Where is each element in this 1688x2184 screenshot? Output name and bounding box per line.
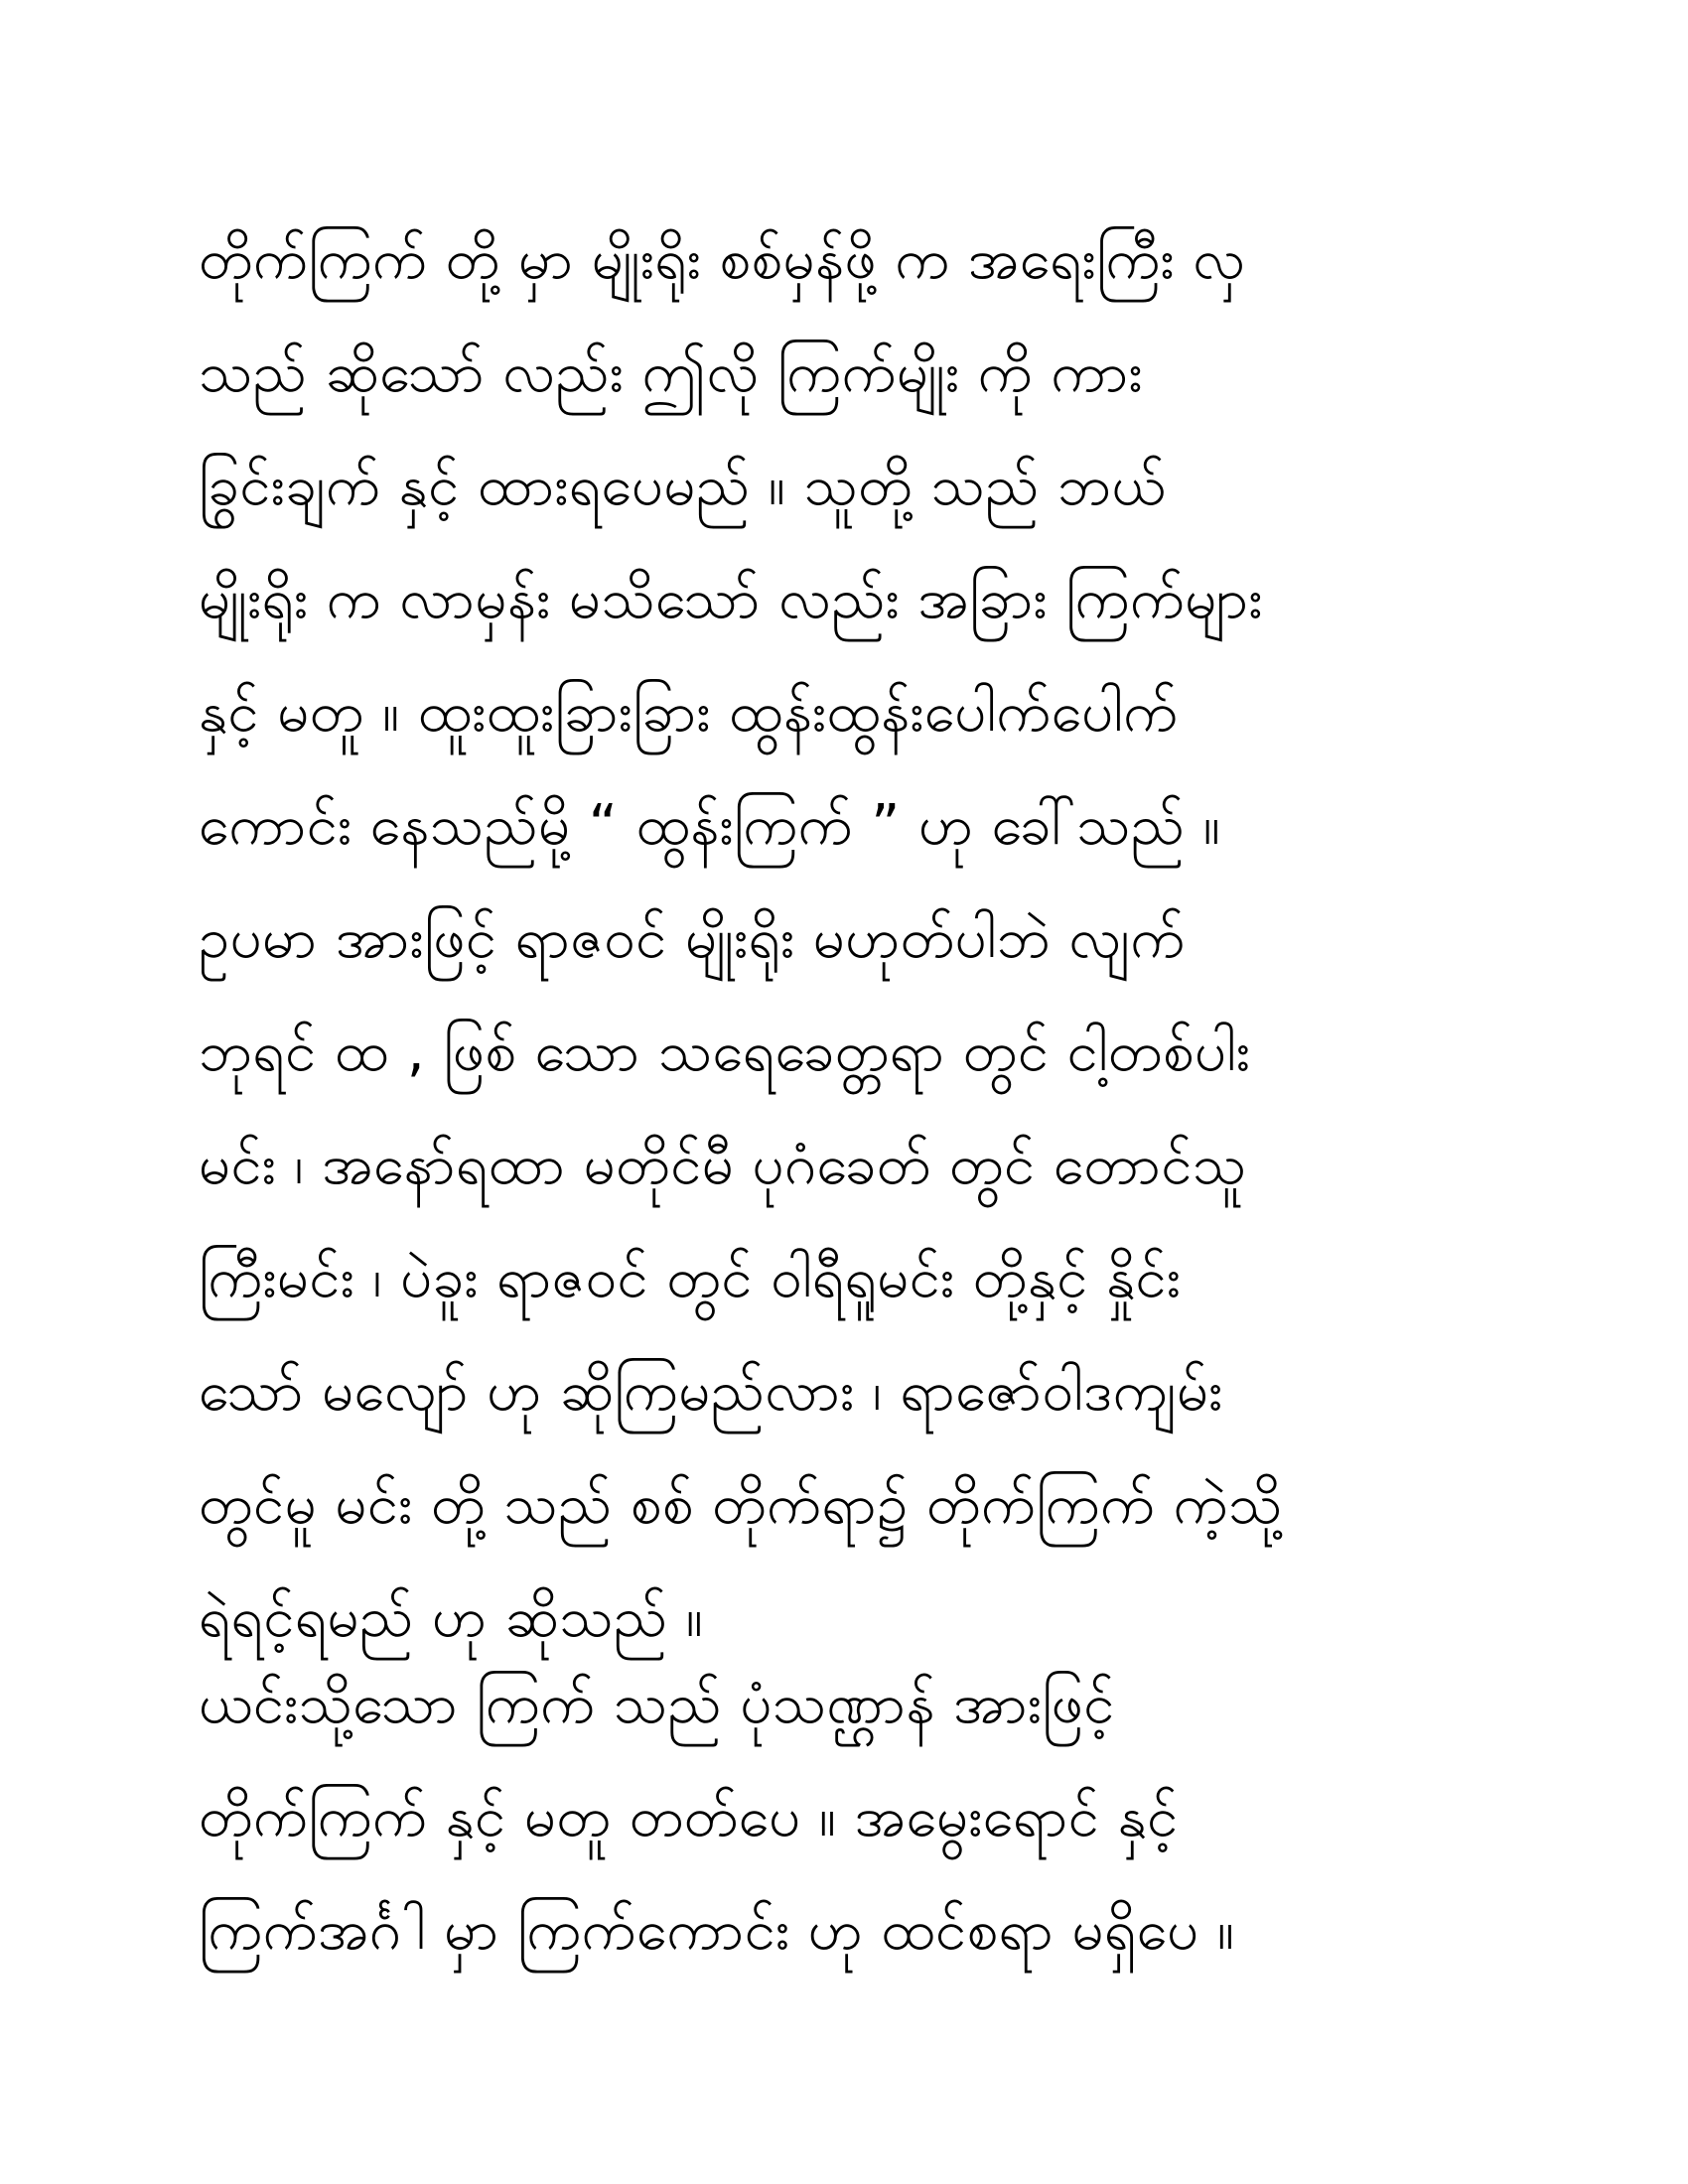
text-line: သော် မလျော် ဟု ဆိုကြမည်လား ၊ ရာဇော်ဝါဒကျမ်း	[199, 1359, 1223, 1424]
text-line: ကြီးမင်း ၊ ပဲခူး ရာဇဝင် တွင် ဝါရီရူမင်း တို့နှင့် နှိုင်း	[199, 1246, 1182, 1310]
paragraph-2	[199, 1648, 1489, 1987]
text-line: တိုက်ကြက် နှင့် မတူ တတ်ပေ ။ အမွေးရောင် နှင့်	[199, 1785, 1179, 1849]
text-line: တွင်မူ မင်း တို့ သည် စစ် တိုက်ရာ၌ တိုက်ကြက် ကဲ့သို့	[199, 1472, 1283, 1537]
text-line: မင်း ၊ အနော်ရထာ မတိုင်မီ ပုဂံခေတ် တွင် တောင်သူ	[199, 1133, 1247, 1197]
text-line: ကြက်အင်္ဂါ မှာ ကြက်ကောင်း ဟု ထင်စရာ မရှိပေ ။	[199, 1898, 1235, 1963]
text-line: မျိုးရိုး က လာမှန်း မသိသော် လည်း အခြား ကြက်များ	[199, 567, 1263, 631]
text-line: ဘုရင် ထ , ဖြစ် သော သရေခေတ္တရာ တွင် ငါ့တစ်ပါး	[199, 1020, 1251, 1084]
text-line: ဥပမာ အားဖြင့် ရာဇဝင် မျိုးရိုး မဟုတ်ပါဘဲ လျက်	[199, 906, 1186, 971]
text-line: တိုက်ကြက် တို့ မှာ မျိုးရိုး စစ်မှန်ဖို့ က အရေးကြီး လှ	[199, 227, 1246, 292]
text-line: ကောင်း နေသည်မို့ “ ထွန်းကြက် ” ဟု ခေါ်သည် ။	[199, 793, 1221, 858]
text-line: သည် ဆိုသော် လည်း ဤလို ကြက်မျိုး ကို ကား	[199, 341, 1143, 405]
text-line: ရဲရင့်ရမည် ဟု ဆိုသည် ။	[199, 1585, 704, 1650]
text-line: ခြွင်းချက် နှင့် ထားရပေမည် ။ သူတို့ သည် ဘယ်	[199, 454, 1167, 518]
text-line: နှင့် မတူ ။ ထူးထူးခြားခြား ထွန်းထွန်းပေါက်ပေါက်	[199, 680, 1179, 745]
paragraph-1	[199, 204, 1489, 1675]
text-line: ယင်းသို့သော ကြက် သည် ပုံသဏ္ဌာန် အားဖြင့်	[199, 1672, 1115, 1736]
